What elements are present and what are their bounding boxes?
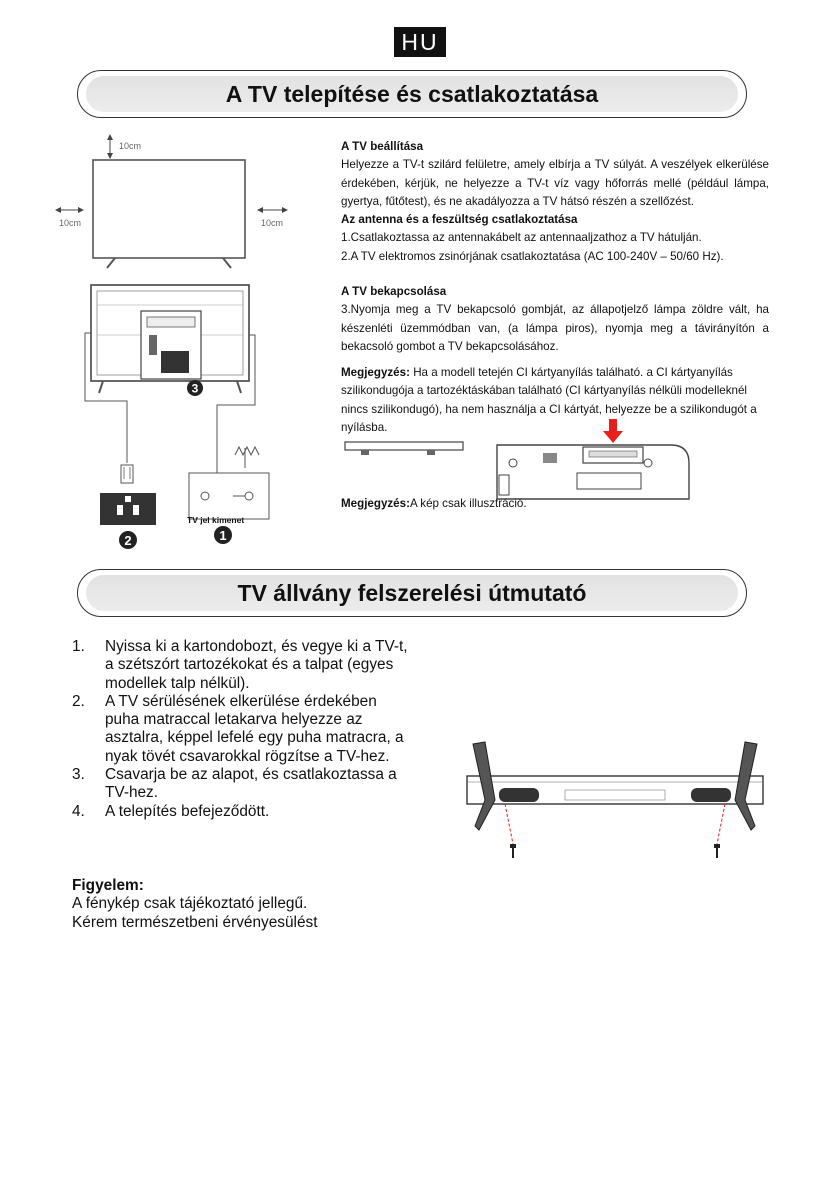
antenna-step-1: 1.Csatlakoztassa az antennakábelt az antennaaljzathoz a TV hátulján.	[341, 231, 702, 245]
power-title: A TV bekapcsolása	[341, 285, 447, 298]
tv-back-connection-diagram	[85, 283, 285, 553]
step-text: Nyissa ki a kartondobozt, és vegye ki a TV-t, a szétszórt tartozékokat és a talpat (egyes modellek talp nélkül).	[105, 638, 408, 692]
attention-title: Figyelem:	[72, 877, 144, 894]
clearance-left-label: 10cm	[59, 218, 82, 228]
list-item	[72, 693, 412, 766]
ci-slot-side-diagram	[345, 440, 465, 460]
badge-3: 3	[191, 381, 199, 396]
attention-line-1: A fénykép csak tájékoztató jellegű.	[72, 895, 308, 913]
badge-1: 1	[219, 528, 227, 543]
note2-label: Megjegyzés:	[341, 497, 410, 510]
power-text: 3.Nyomja meg a TV bekapcsoló gombját, az állapotjelző lámpa zöldre vált, ha készenléti üzemmódban van, (a lámpa piros), nyomja meg a távirányítón a bekacsoló gombot a TV bekapcsolásához.	[341, 303, 769, 353]
stand-steps-list	[72, 638, 412, 821]
step-text: Csavarja be az alapot, és csatlakoztassa a TV-hez.	[105, 766, 397, 802]
list-item	[72, 803, 412, 821]
section-title-install: A TV telepítése és csatlakoztatása	[86, 76, 738, 112]
step-number: 3.	[72, 766, 85, 784]
setup-text: Helyezze a TV-t szilárd felületre, amely elbírja a TV súlyát. A veszélyek elkerülése érdekében, kérjük, ne helyezze a TV-t víz vagy hőforrás mellé (például lámpa, gyertya, fűtőtest), és ne akadályozza a TV hátsó részén a szellőzést.	[341, 158, 769, 208]
list-item	[72, 638, 412, 693]
section-title-stand: TV állvány felszerelési útmutató	[86, 575, 738, 611]
antenna-title: Az antenna és a feszültség csatlakoztatása	[341, 213, 578, 227]
list-item	[72, 766, 412, 803]
step-number: 1.	[72, 638, 85, 655]
note-text: Ha a modell tetején CI kártyanyílás található. a CI kártyanyílás szilikondugója a tartozéktáskában található (CI kártyanyílás nélküli modelleknél nincs szilikondugó), ha nem használja a CI kártyát, helyezze be a szilikondugót a nyílásba.	[341, 366, 757, 434]
step-text: A telepítés befejeződött.	[105, 802, 270, 820]
attention-line-2: Kérem természetbeni érvényesülést	[72, 913, 318, 931]
clearance-top-label: 10cm	[119, 141, 142, 151]
section-banner-stand	[77, 569, 747, 617]
note-label: Megjegyzés:	[341, 366, 410, 379]
step-number: 2.	[72, 692, 85, 710]
antenna-step-2: 2.A TV elektromos zsinórjának csatlakoztatása (AC 100-240V – 50/60 Hz).	[341, 249, 724, 263]
note2-text: A kép csak illusztráció.	[409, 497, 527, 510]
illustration-note	[341, 497, 527, 510]
step-number: 4.	[72, 802, 85, 820]
setup-section	[341, 138, 769, 266]
step-text: A TV sérülésének elkerülése érdekében puha matraccal letakarva helyezze az asztalra, képpel lefelé egy puha matracra, a nyak tövét csavarokkal rögzítse a TV-hez.	[105, 692, 404, 765]
language-tag: HU	[394, 27, 446, 57]
power-section	[341, 283, 769, 356]
section-banner-install	[77, 70, 747, 118]
tv-signal-label: TV jel kimenet	[187, 515, 245, 525]
stand-install-diagram	[465, 740, 765, 872]
badge-2: 2	[124, 533, 132, 548]
clearance-right-label: 10cm	[261, 218, 284, 228]
setup-title: A TV beállítása	[341, 140, 424, 153]
attention-block	[72, 877, 318, 932]
tv-clearance-diagram	[55, 132, 305, 272]
ci-slot-top-diagram	[493, 415, 693, 500]
